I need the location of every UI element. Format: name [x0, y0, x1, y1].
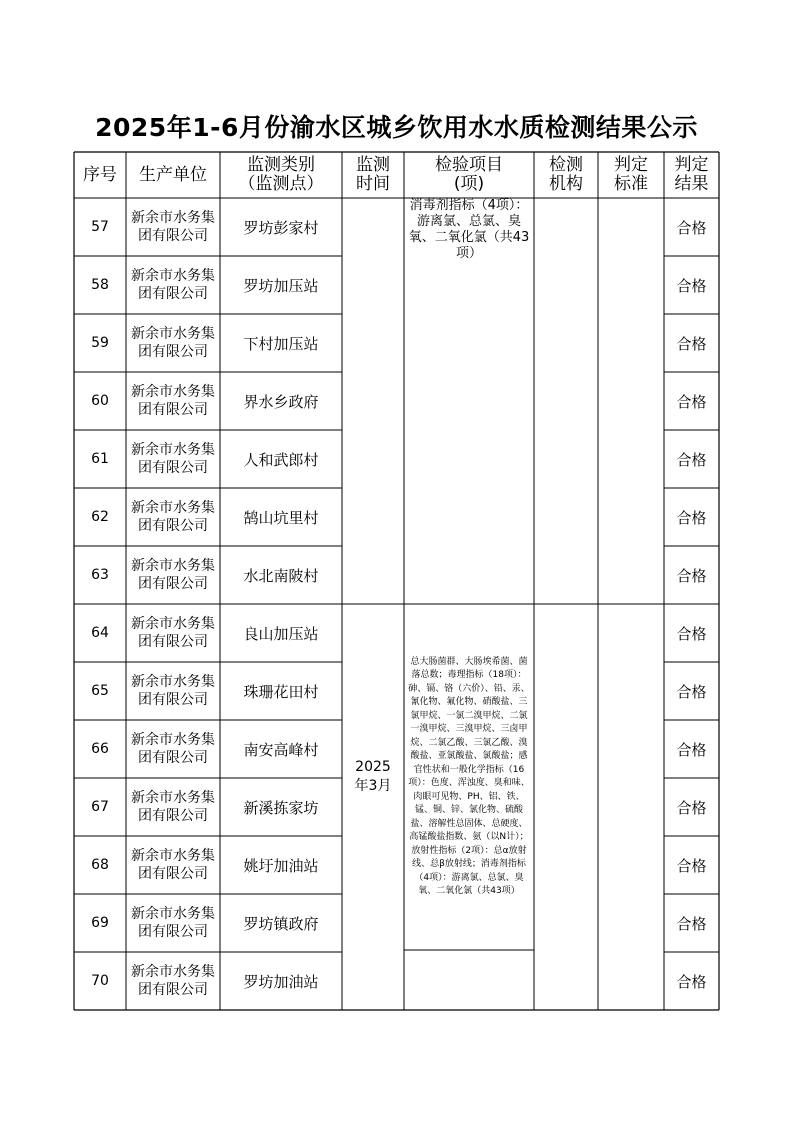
monitoring-point: 南安高峰村 [243, 740, 319, 759]
monitoring-point: 罗坊彭家村 [243, 218, 319, 237]
monitoring-point: 下村加压站 [243, 334, 319, 353]
header-result-line2: 结果 [674, 174, 709, 194]
row-number: 69 [91, 915, 109, 931]
production-unit: 新余市水务集团有限公司 [131, 732, 215, 766]
result-value: 合格 [676, 798, 707, 817]
header-time-line1: 监测 [356, 155, 390, 175]
header-point-type [220, 152, 342, 198]
production-unit: 新余市水务集团有限公司 [131, 442, 215, 476]
monitoring-point: 良山加压站 [243, 624, 319, 643]
header-no: 序号 [83, 164, 117, 185]
header-items-line2: (项) [453, 174, 485, 194]
row-number: 57 [91, 219, 109, 235]
production-unit: 新余市水务集团有限公司 [131, 384, 215, 418]
production-unit: 新余市水务集团有限公司 [131, 674, 215, 708]
row-number: 62 [91, 509, 109, 525]
result-value: 合格 [676, 914, 707, 933]
monitoring-point: 罗坊加压站 [243, 276, 319, 295]
row-number: 61 [91, 451, 109, 467]
header-time-line2: 时间 [356, 174, 390, 194]
monitoring-point: 鹄山坑里村 [243, 508, 319, 527]
row-number: 66 [91, 741, 109, 757]
result-value: 合格 [676, 334, 707, 353]
header-standard [598, 152, 664, 198]
row-number: 70 [91, 973, 109, 989]
header-standard-line2: 标准 [614, 174, 648, 194]
row-number: 67 [91, 799, 109, 815]
header-result [664, 152, 719, 198]
production-unit: 新余市水务集团有限公司 [131, 848, 215, 882]
header-items-line1: 检验项目 [435, 155, 503, 175]
header-standard-line1: 判定 [614, 155, 648, 175]
header-agency [534, 152, 598, 198]
header-agency-line2: 机构 [549, 174, 583, 194]
row-number: 58 [91, 277, 109, 293]
result-value: 合格 [676, 682, 707, 701]
row-number: 60 [91, 393, 109, 409]
monitoring-point: 水北南陂村 [243, 566, 319, 585]
result-value: 合格 [676, 566, 707, 585]
row-number: 59 [91, 335, 109, 351]
result-value: 合格 [676, 972, 707, 991]
result-value: 合格 [676, 624, 707, 643]
row-number: 64 [91, 625, 109, 641]
header-unit: 生产单位 [139, 164, 207, 185]
production-unit: 新余市水务集团有限公司 [131, 790, 215, 824]
monitoring-point: 人和武郎村 [243, 450, 319, 469]
production-unit: 新余市水务集团有限公司 [131, 326, 215, 360]
production-unit: 新余市水务集团有限公司 [131, 500, 215, 534]
production-unit: 新余市水务集团有限公司 [131, 906, 215, 940]
monitoring-point: 姚圩加油站 [243, 856, 319, 875]
items-cell-main: 总大肠菌群、大肠埃希菌、菌落总数；毒理指标（18项）：砷、镉、铬（六价）、铅、汞、氰化物、氟化物、硝酸盐、三氯甲烷、一氯二溴甲烷、二氯一溴甲烷、三溴甲烷、三卤甲烷、二氯乙酸、三氯乙酸、溴酸盐、亚氯酸盐、氯酸盐；感官性状和一般化学指标（16项）：色度、浑浊度、臭和味、肉眼可见物、PH、铝、铁、锰、铜、锌、氯化物、硫酸盐、溶解性总固体、总硬度、高锰酸盐指数、氨（以N计）；放射性指标（2项）：总α放射线、总β放射线；消毒剂指标（4项）：游离氯、总氯、臭氧、二氧化氯（共43项） [408, 656, 530, 896]
header-time [342, 152, 404, 198]
header-point-type-line1: 监测类别 [247, 155, 315, 175]
production-unit: 新余市水务集团有限公司 [131, 210, 215, 244]
result-value: 合格 [676, 276, 707, 295]
header-agency-line1: 检测 [549, 155, 583, 175]
result-value: 合格 [676, 508, 707, 527]
result-value: 合格 [676, 740, 707, 759]
production-unit: 新余市水务集团有限公司 [131, 964, 215, 998]
monitoring-point: 罗坊镇政府 [243, 914, 319, 933]
header-items [404, 152, 534, 198]
time-cell: 2025年3月 [354, 759, 392, 794]
header-point-type-line2: （监测点） [238, 174, 324, 194]
header-result-line1: 判定 [674, 155, 709, 175]
result-value: 合格 [676, 218, 707, 237]
row-number: 65 [91, 683, 109, 699]
result-value: 合格 [676, 392, 707, 411]
result-value: 合格 [676, 856, 707, 875]
result-value: 合格 [676, 450, 707, 469]
monitoring-point: 界水乡政府 [243, 392, 319, 411]
items-cell-top: 消毒剂指标（4项）：游离氯、总氯、臭氧、二氧化氯（共43项） [408, 198, 530, 261]
monitoring-point: 珠珊花田村 [243, 682, 319, 701]
production-unit: 新余市水务集团有限公司 [131, 558, 215, 592]
production-unit: 新余市水务集团有限公司 [131, 268, 215, 302]
page-title: 2025年1-6月份渝水区城乡饮用水水质检测结果公示 [95, 113, 698, 142]
monitoring-point: 罗坊加油站 [243, 972, 319, 991]
production-unit: 新余市水务集团有限公司 [131, 616, 215, 650]
row-number: 63 [91, 567, 109, 583]
monitoring-point: 新溪拣家坊 [243, 798, 319, 817]
row-number: 68 [91, 857, 109, 873]
